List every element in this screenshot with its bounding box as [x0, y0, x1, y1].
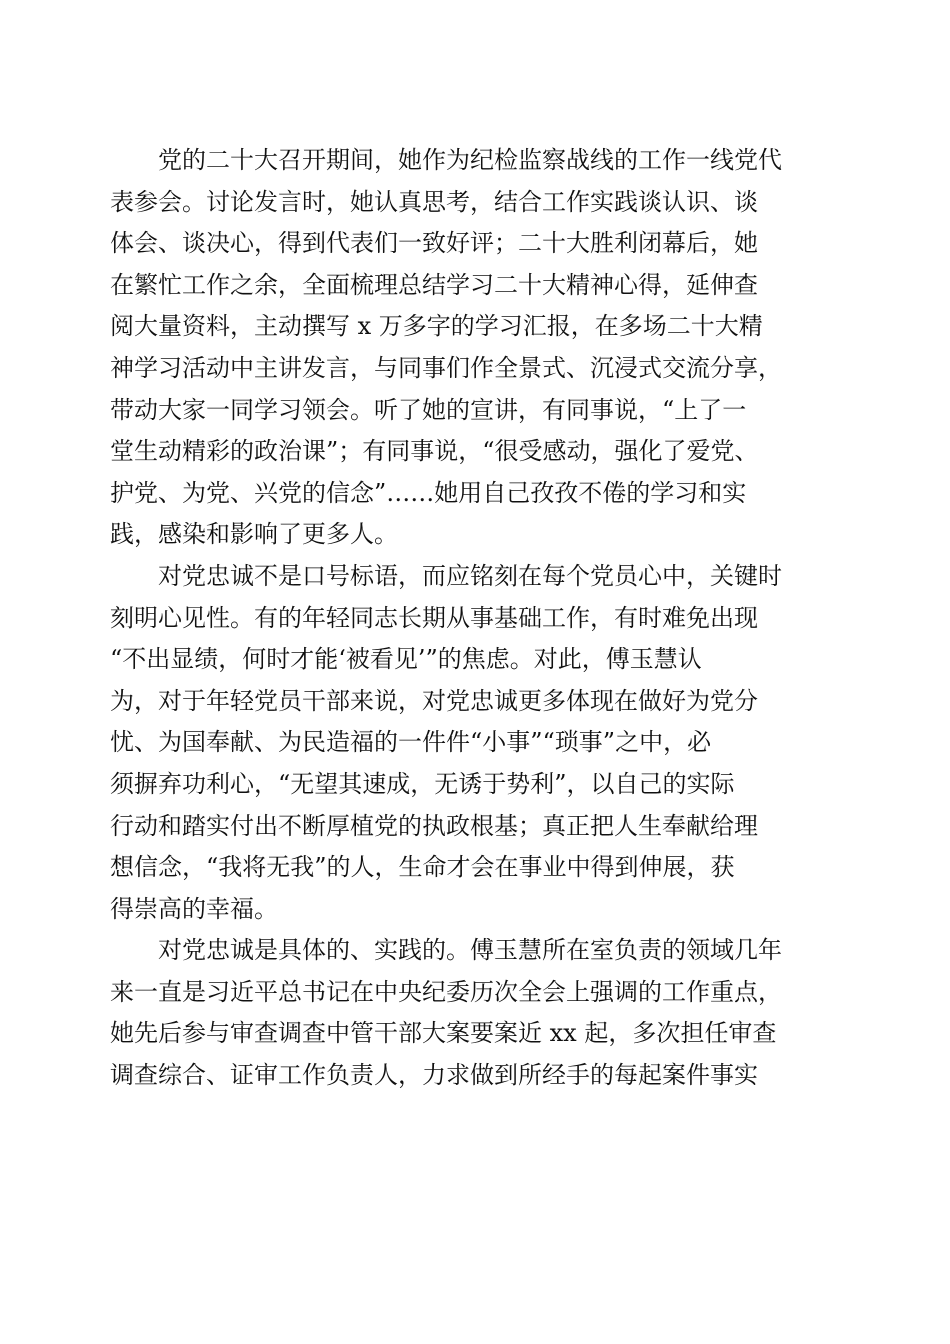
text-line: 表参会。讨论发言时，她认真思考，结合工作实践谈认识、谈 — [110, 187, 758, 216]
text-line: 护党、为党、兴党的信念”……她用自己孜孜不倦的学习和实 — [110, 478, 747, 507]
paragraph-1 — [110, 140, 830, 556]
text-line: 想信念，“我将无我”的人，生命才会在事业中得到伸展，获 — [110, 853, 735, 882]
text-line: 为，对于年轻党员干部来说，对党忠诚更多体现在做好为党分 — [110, 686, 758, 715]
text-line: 带动大家一同学习领会。听了她的宣讲，有同事说，“上了一 — [110, 395, 747, 424]
text-line: 行动和踏实付出不断厚植党的执政根基；真正把人生奉献给理 — [110, 811, 758, 840]
text-line: 她先后参与审查调查中管干部大案要案近 xx 起，多次担任审查 — [110, 1019, 777, 1048]
text-line: 对党忠诚是具体的、实践的。傅玉慧所在室负责的领域几年 — [158, 936, 782, 965]
text-line: 对党忠诚不是口号标语，而应铭刻在每个党员心中，关键时 — [158, 561, 782, 590]
text-line: 践，感染和影响了更多人。 — [110, 520, 398, 549]
text-line: 在繁忙工作之余，全面梳理总结学习二十大精神心得，延伸查 — [110, 270, 758, 299]
paragraph-3 — [110, 930, 830, 1096]
paragraph-2 — [110, 556, 830, 930]
text-line: 忧、为国奉献、为民造福的一件件“小事”“琐事”之中，必 — [110, 728, 712, 757]
text-line: 得崇高的幸福。 — [110, 894, 278, 923]
text-line: 须摒弃功利心，“无望其速成，无诱于势利”，以自己的实际 — [110, 769, 735, 798]
text-line: 神学习活动中主讲发言，与同事们作全景式、沉浸式交流分享， — [110, 353, 782, 382]
text-line: 党的二十大召开期间，她作为纪检监察战线的工作一线党代 — [158, 146, 782, 174]
document-body — [110, 140, 830, 1097]
text-line: 阅大量资料，主动撰写 x 万多字的学习汇报，在多场二十大精 — [110, 312, 763, 341]
text-line: 堂生动精彩的政治课”；有同事说，“很受感动，强化了爱党、 — [110, 437, 759, 466]
text-line: “不出显绩，何时才能‘被看见’”的焦虑。对此，傅玉慧认 — [110, 645, 702, 674]
text-line: 来一直是习近平总书记在中央纪委历次全会上强调的工作重点， — [110, 977, 782, 1006]
text-line: 体会、谈决心，得到代表们一致好评；二十大胜利闭幕后，她 — [110, 229, 758, 258]
text-line: 调查综合、证审工作负责人，力求做到所经手的每起案件事实 — [110, 1061, 758, 1090]
text-line: 刻明心见性。有的年轻同志长期从事基础工作，有时难免出现 — [110, 603, 758, 632]
